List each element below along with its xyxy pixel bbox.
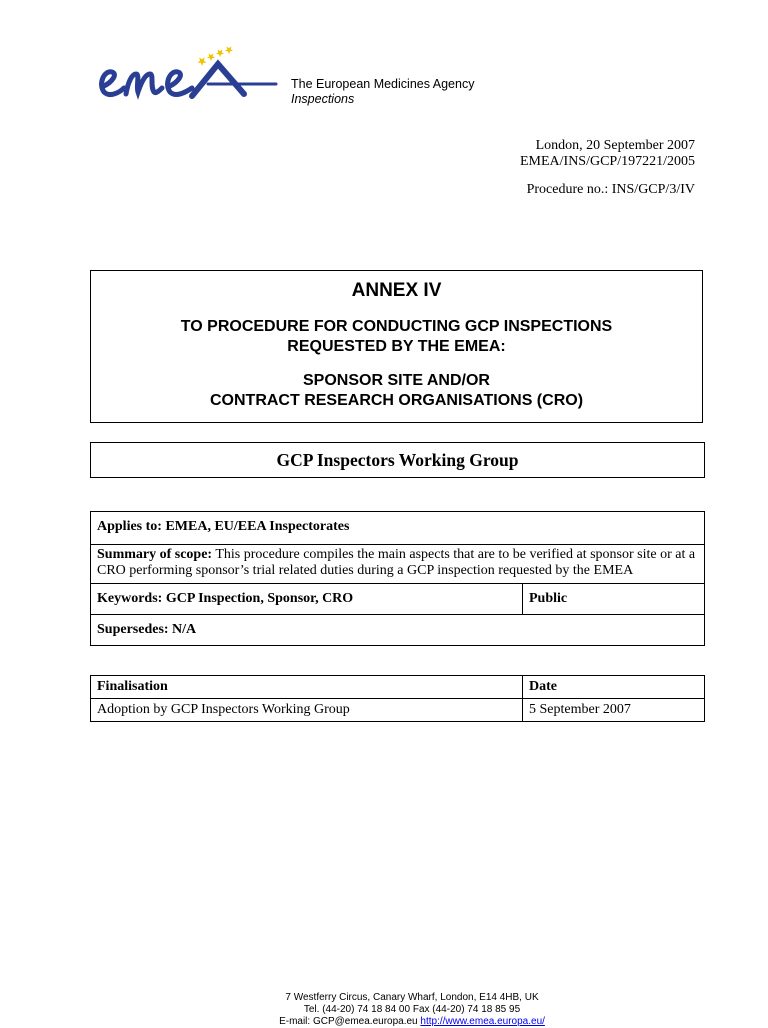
logo-wordmark [102,64,276,96]
emea-logo [96,44,282,106]
summary-label: Summary of scope: [97,547,213,562]
working-group-box: GCP Inspectors Working Group [90,442,705,478]
applies-to-cell [91,512,705,545]
date-header-text: Date [529,679,557,694]
table-row [91,512,705,545]
classification-cell [523,584,705,615]
procedure-number: Procedure no.: INS/GCP/3/IV [526,182,695,197]
document-meta [520,138,695,198]
summary-text: This procedure compiles the main aspects that are to be verified at sponsor site or at a CRO performing sponsor’s trial related duties during a GCP inspection requested by the EMEA [97,547,696,578]
annex-scope [91,371,702,411]
table-row [91,699,705,722]
supersedes-cell [91,615,705,646]
adoption-cell: Adoption by GCP Inspectors Working Group [91,699,523,722]
keywords: Keywords: GCP Inspection, Sponsor, CRO [97,591,354,606]
reference-number: EMEA/INS/GCP/197221/2005 [519,154,695,169]
classification: Public [529,591,568,606]
website-link[interactable]: http://www.emea.europa.eu/ [420,1016,545,1027]
date-line: London, 20 September 2007 [535,138,695,153]
table-row [91,615,705,646]
summary-cell [91,545,705,584]
document-info-table [90,511,705,646]
annex-line-2: REQUESTED BY THE EMEA: [287,338,506,355]
finalisation-header-text: Finalisation [97,679,168,694]
agency-name: The European Medicines Agency [291,77,475,91]
date-header [523,676,705,699]
annex-line-1: TO PROCEDURE FOR CONDUCTING GCP INSPECTIONS [180,318,613,335]
annex-subtitle [91,317,702,357]
footer [0,992,768,1028]
footer-contact [0,1016,768,1028]
keywords-cell [91,584,523,615]
table-row [91,676,705,699]
annex-title-box [90,270,703,423]
footer-email: E-mail: GCP@emea.europa.eu [279,1016,421,1027]
table-row [91,584,705,615]
finalisation-header [91,676,523,699]
annex-line-3: SPONSOR SITE AND/OR [303,372,490,389]
footer-address: 7 Westferry Circus, Canary Wharf, London, E14 4HB, UK [285,992,539,1003]
applies-to: Applies to: EMEA, EU/EEA Inspectorates [97,519,350,534]
adoption-date-cell: 5 September 2007 [523,699,705,722]
agency-block [291,77,474,107]
agency-unit: Inspections [291,92,355,106]
table-row [91,545,705,584]
annex-line-4: CONTRACT RESEARCH ORGANISATIONS (CRO) [209,392,584,409]
footer-phone: Tel. (44-20) 74 18 84 00 Fax (44-20) 74 18 85 95 [303,1004,521,1015]
finalisation-table [90,675,705,722]
supersedes: Supersedes: N/A [97,622,197,637]
annex-title: ANNEX IV [351,280,442,301]
